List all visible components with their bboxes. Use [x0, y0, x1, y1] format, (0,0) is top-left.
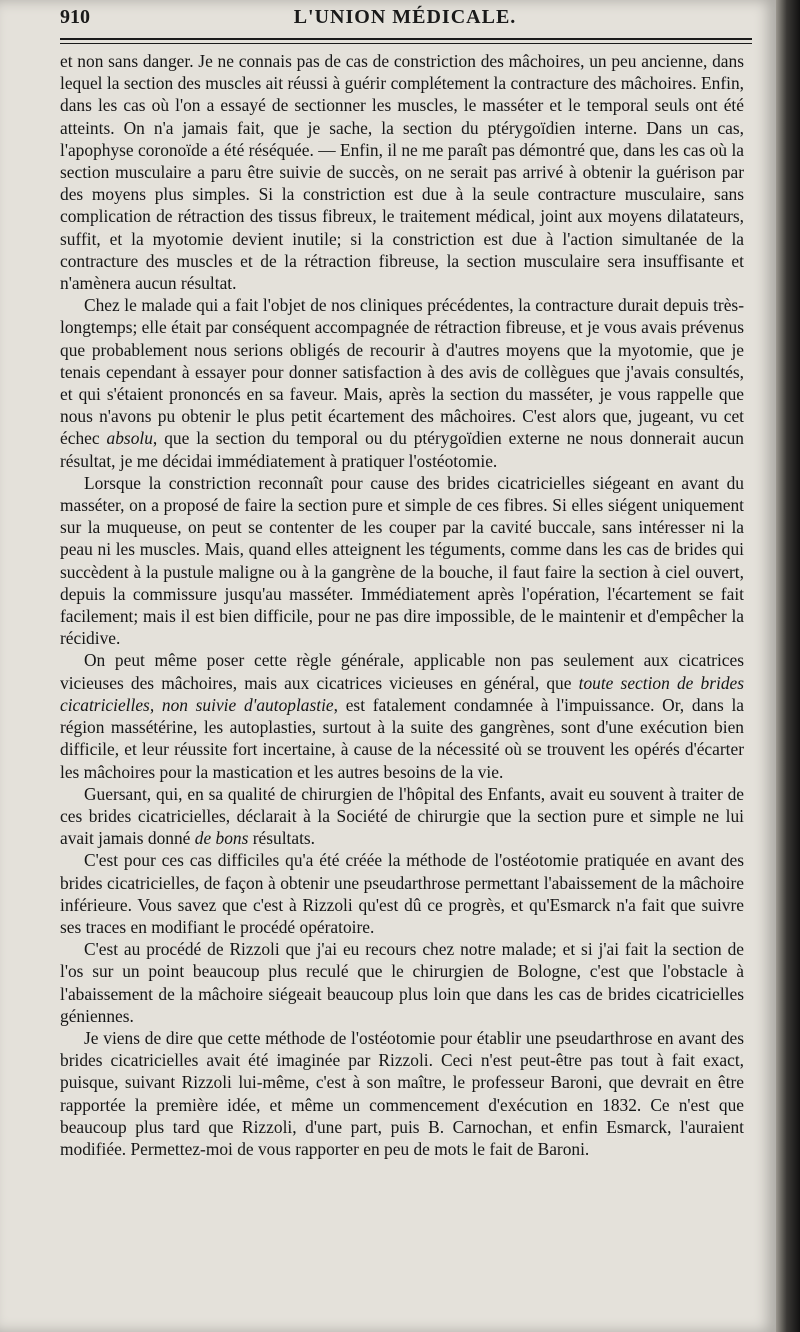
page-number: 910	[60, 6, 90, 28]
book-spine-shadow	[776, 0, 800, 1332]
text-run: , est fatalement condamnée à l'impuissance. Or, dans la région massétérine, les autoplasties, surtout à la suite des gangrènes, sont d'une exécution bien difficile, et leur réussite fort incertaine, à cause de la nécessité où se trouvent les opérés d'écarter les mâchoires pour la mastication et les autres besoins de la vie.	[60, 694, 744, 782]
text-run: Chez le malade qui a fait l'objet de nos cliniques précédentes, la contracture durait depuis très-longtemps; elle était par conséquent accompagnée de rétraction fibreuse, et je vous avais prévenus que probablement nous serions obligés de recourir à d'autres moyens que la myotomie, que je tenais cependant à essayer pour donner satisfaction à des avis de collègues que j'avais consultés, et qui s'étaient prononcés en sa faveur. Mais, après la section du masséter, je vous rappelle que nous n'avons pu obtenir le plus petit écartement des mâchoires. C'est alors que, jugeant, vu cet échec	[60, 295, 744, 449]
paragraph	[60, 849, 744, 938]
italic-phrase: de bons	[194, 828, 249, 849]
paragraph	[60, 1027, 744, 1160]
text-run: résultats.	[248, 828, 316, 849]
header-rule	[60, 38, 752, 40]
text-run: C'est pour ces cas difficiles qu'a été créée la méthode de l'ostéotomie pratiquée en avant des brides cicatricielles, de façon à obtenir une pseudarthrose permettant l'abaissement de la mâchoire inférieure. Vous savez que c'est à Rizzoli qu'est dû ce progrès, et qu'Esmarck n'a fait que suivre ses traces en modifiant le procédé opératoire.	[60, 850, 744, 937]
paragraph	[60, 50, 744, 294]
text-run: On peut même poser cette règle générale, applicable non pas seulement aux cicatrices vicieuses des mâchoires, mais aux cicatrices vicieuses en général, que	[60, 650, 744, 693]
paragraph	[60, 649, 744, 782]
text-run: Guersant, qui, en sa qualité de chirurgien de l'hôpital des Enfants, avait eu souvent à traiter de ces brides cicatricielles, déclarait à la Société de chirurgie que la section pure et simple ne lui avait jamais donné	[60, 783, 744, 849]
header-rule-thin	[60, 43, 752, 44]
text-run: C'est au procédé de Rizzoli que j'ai eu recours chez notre malade; et si j'ai fait la section de l'os sur un point beaucoup plus reculé que le chirurgien de Bologne, c'est que l'obstacle à l'abaissement de la mâchoire siégeait beaucoup plus loin que dans les cas de brides cicatricielles géniennes.	[60, 939, 744, 1026]
italic-phrase: absolu	[106, 428, 153, 449]
body-text	[60, 50, 744, 1160]
paragraph	[60, 783, 744, 850]
text-run: et non sans danger. Je ne connais pas de cas de constriction des mâchoires, un peu ancienne, dans lequel la section des muscles ait réussi à guérir complétement la contracture des mâchoires. Enfin, dans les cas où l'on a essayé de sectionner les muscles, le masséter et le temporal seuls ont été atteints. On n'a jamais fait, que je sache, la section du ptérygoïdien interne. Dans un cas, l'apophyse coronoïde a été réséquée. — Enfin, il ne me paraît pas démontré que, dans les cas où la section musculaire a paru être suivie de succès, on ne serait pas arrivé à obtenir la guérison par des moyens plus simples. Si la constriction est due à la seule contracture musculaire, sans complication de rétraction des tissus fibreux, le traitement médical, joint aux moyens dilatateurs, suffit, et la myotomie devient inutile; si la constriction est due à l'action simultanée de la contracture des muscles et de la rétraction fibreuse, la section musculaire sera insuffisante et n'amènera aucun résultat.	[60, 51, 744, 294]
text-run: Je viens de dire que cette méthode de l'ostéotomie pour établir une pseudarthrose en avant des brides cicatricielles avait été imaginée par Rizzoli. Ceci n'est peut-être pas tout à fait exact, puisque, suivant Rizzoli lui-même, c'est à son maître, le professeur Baroni, que devrait en être rapportée la première idée, et même un commencement d'exécution en 1832. Ce n'est que beaucoup plus tard que Rizzoli, d'une part, puis B. Carnochan, et enfin Esmarck, l'auraient modifiée. Permettez-moi de vous rapporter en peu de mots le fait de Baroni.	[60, 1027, 744, 1159]
text-run: , que la section du temporal ou du ptérygoïdien externe ne nous donnerait aucun résultat, je me décidai immédiatement à pratiquer l'ostéotomie.	[60, 428, 744, 471]
running-title: L'UNION MÉDICALE.	[293, 6, 517, 28]
paragraph	[60, 294, 744, 472]
paragraph	[60, 472, 744, 650]
page-header	[60, 6, 750, 32]
text-run: Lorsque la constriction reconnaît pour cause des brides cicatricielles siégeant en avant du masséter, on a proposé de faire la section pure et simple de ces fibres. Si elles siégent uniquement sur la muqueuse, on peut se contenter de les couper par la cavité buccale, sans intéresser ni la peau ni les muscles. Mais, quand elles atteignent les téguments, comme dans les cas de brides qui succèdent à la pustule maligne ou à la gangrène de la bouche, il faut faire la section à ciel ouvert, depuis la commissure jusqu'au masséter. Immédiatement après l'opération, l'écartement se fait facilement; mais il est bien difficile, pour ne pas dire impossible, de le maintenir et d'empêcher la récidive.	[60, 472, 744, 649]
paragraph	[60, 938, 744, 1027]
italic-phrase: toute section de brides cicatricielles, non suivie d'autoplastie	[60, 672, 744, 715]
